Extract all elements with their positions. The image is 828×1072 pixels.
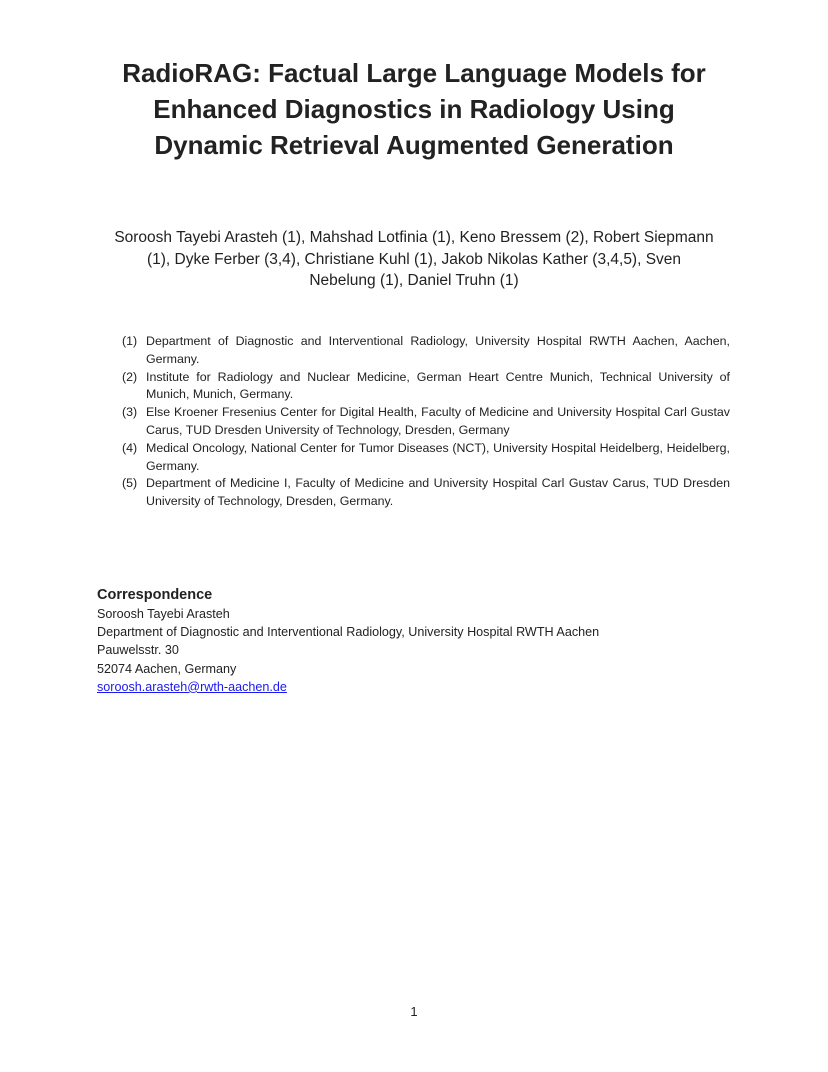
authors-line-2: (1), Dyke Ferber (3,4), Christiane Kuhl (1), Jakob Nikolas Kather (3,4,5), Sven bbox=[146, 250, 682, 268]
correspondence-street: Pauwelsstr. 30 bbox=[97, 643, 179, 658]
title-line-2: Enhanced Diagnostics in Radiology Using bbox=[153, 94, 675, 124]
correspondence-department: Department of Diagnostic and Interventional Radiology, University Hospital RWTH Aachen bbox=[97, 625, 600, 640]
affiliation-number: (4) bbox=[122, 440, 138, 455]
affiliation-item bbox=[122, 440, 730, 476]
affiliation-number: (3) bbox=[122, 405, 138, 420]
title-line-3: Dynamic Retrieval Augmented Generation bbox=[154, 130, 674, 160]
author-list bbox=[88, 227, 740, 292]
correspondence-email-link[interactable]: soroosh.arasteh@rwth-aachen.de bbox=[97, 679, 287, 694]
correspondence-name: Soroosh Tayebi Arasteh bbox=[97, 607, 230, 621]
authors-line-3: Nebelung (1), Daniel Truhn (1) bbox=[309, 272, 519, 289]
affiliation-text: Department of Medicine I, Faculty of Medicine and University Hospital Carl Gustav Carus, TUD Dresden University of Technology, Dresden, Germany. bbox=[146, 476, 730, 509]
affiliation-item bbox=[122, 369, 730, 405]
paper-title bbox=[60, 55, 768, 163]
correspondence-heading: Correspondence bbox=[97, 587, 213, 603]
title-line-1: RadioRAG: Factual Large Language Models for bbox=[122, 58, 706, 88]
page-number: 1 bbox=[410, 1004, 418, 1019]
correspondence-section bbox=[97, 585, 757, 696]
affiliation-text: Else Kroener Fresenius Center for Digital Health, Faculty of Medicine and University Hospital Carl Gustav Carus, TUD Dresden University of Technology, Dresden, Germany bbox=[146, 405, 730, 437]
affiliation-number: (1) bbox=[122, 334, 138, 348]
affiliation-text: Institute for Radiology and Nuclear Medicine, German Heart Centre Munich, Technical University of Munich, Munich, Germany. bbox=[146, 369, 730, 402]
affiliation-text: Medical Oncology, National Center for Tumor Diseases (NCT), University Hospital Heidelberg, Heidelberg, Germany. bbox=[146, 440, 730, 473]
authors-line-1: Soroosh Tayebi Arasteh (1), Mahshad Lotfinia (1), Keno Bressem (2), Robert Siepmann bbox=[114, 229, 714, 246]
affiliation-item bbox=[122, 404, 730, 440]
affiliation-number: (5) bbox=[122, 476, 138, 491]
affiliation-list bbox=[122, 333, 730, 511]
correspondence-city: 52074 Aachen, Germany bbox=[97, 661, 237, 676]
affiliation-item bbox=[122, 333, 730, 369]
affiliation-item bbox=[122, 475, 730, 511]
affiliation-number: (2) bbox=[122, 369, 138, 384]
affiliation-text: Department of Diagnostic and Interventional Radiology, University Hospital RWTH Aachen, Aachen, Germany. bbox=[146, 334, 730, 366]
